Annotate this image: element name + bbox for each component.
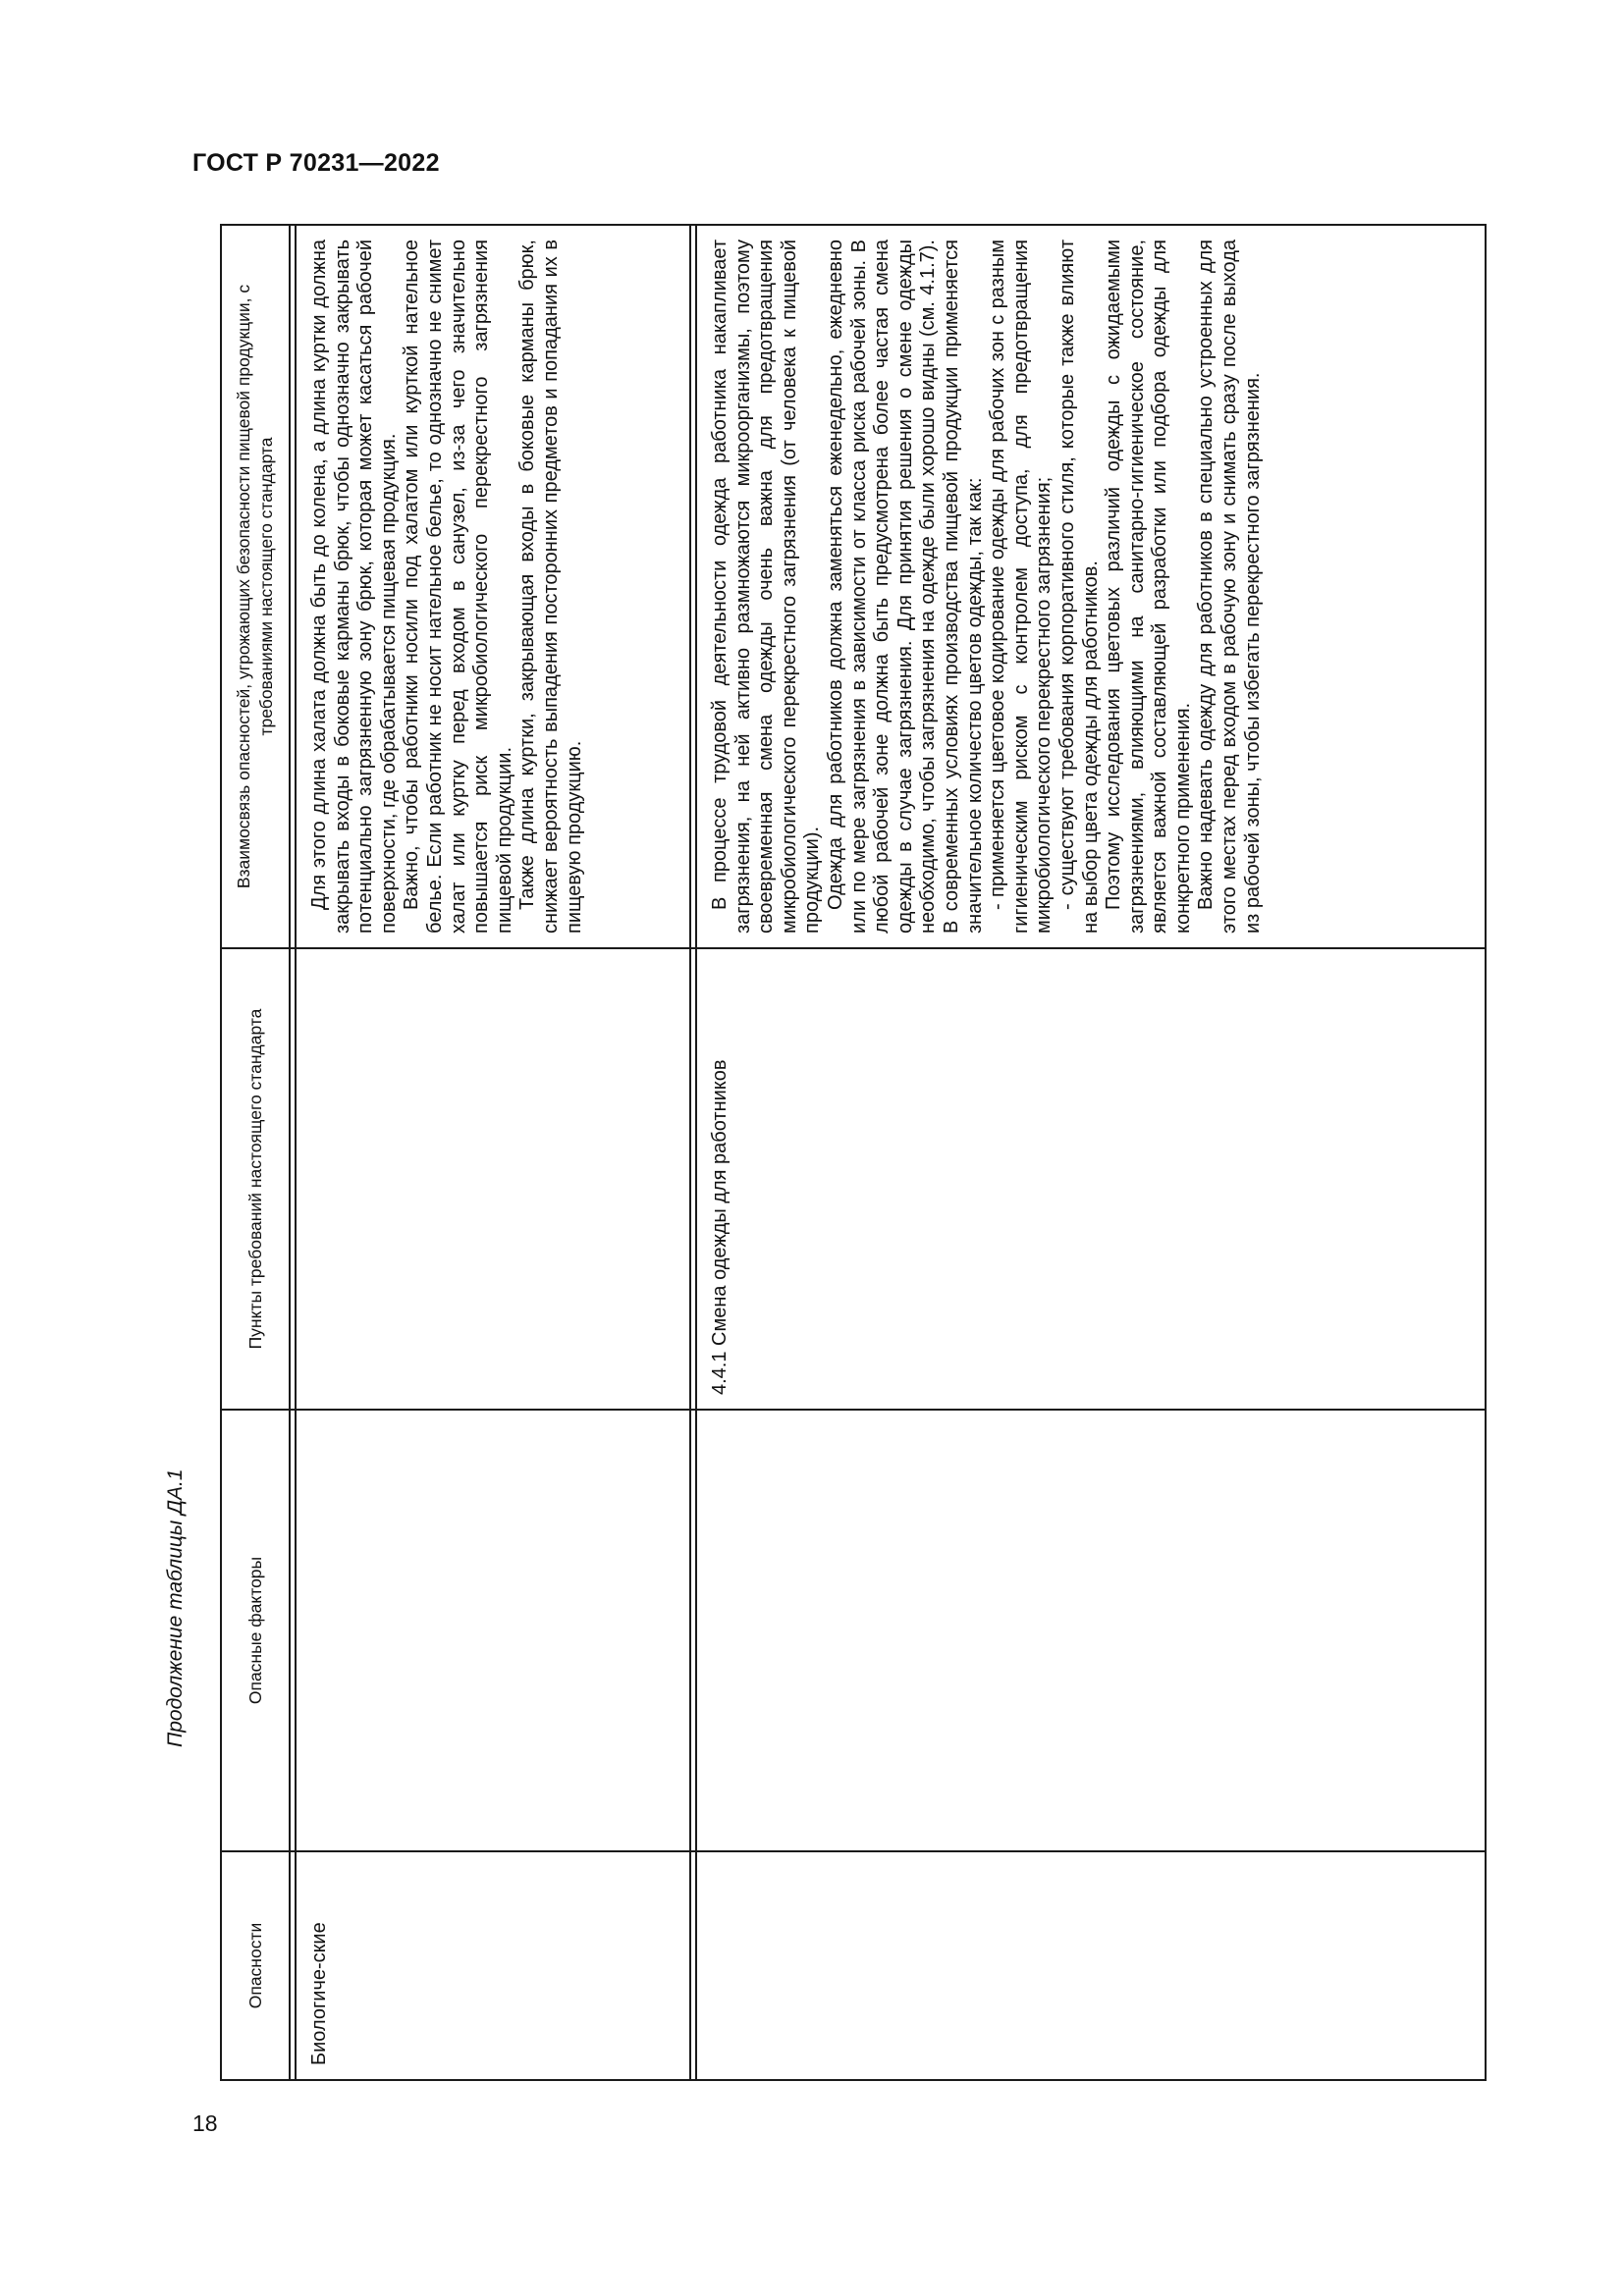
clause-cell: 4.4.1 Смена одежды для работников — [696, 948, 1486, 1410]
table-header-row — [221, 225, 290, 2080]
hazard-cell: Биологиче-ские — [296, 1851, 690, 2080]
factors-cell — [696, 1410, 1486, 1851]
factors-cell — [296, 1410, 690, 1851]
paragraph: Важно, чтобы работники носили под халатом или курткой нательное белье. Если работник не носит нательное белье, то однозначно не снимет халат или куртку перед входом в санузел, из-за чего значительно повышается риск микробиологического перекрестного загрязнения пищевой продукции. — [401, 240, 515, 934]
column-header-hazards: Опасности — [221, 1851, 290, 2080]
paragraph: Одежда для работников должна заменяться еженедельно, ежедневно или по мере загрязнения в зависимости от класса риска рабочей зоны. В любой рабочей зоне должна быть предусмотрена более частая смена одежды в случае загрязнения. Для принятия решения о смене одежды необходимо, чтобы загрязнения на одежде были хорошо видны (см. 4.1.7). В современных условиях производства пищевой продукции применяется значительное количество цветов одежды, так как: — [824, 240, 986, 934]
paragraph: В процессе трудовой деятельности одежда работника накапливает загрязнения, на ней активно размножаются микроорганизмы, поэтому своевременная смена одежды очень важна для предотвращения микробиологического перекрестного загрязнения (от человека к пищевой продукции). — [709, 240, 824, 934]
paragraph: Для этого длина халата должна быть до колена, а длина куртки должна закрывать входы в боковые карманы брюк, чтобы однозначно закрывать потенциально загрязненную зону брюк, которая может касаться рабочей поверхности, где обрабатывается пищевая продукция. — [308, 240, 400, 934]
paragraph: - применяется цветовое кодирование одежды для рабочих зон с разным гигиеническим риском с контролем доступа, для предотвращения микробиологического перекрестного загрязнения; — [987, 240, 1056, 934]
column-header-clauses: Пункты требований настоящего стандарта — [221, 948, 290, 1410]
table-caption: Продолжение таблицы ДА.1 — [164, 1468, 187, 1747]
column-header-factors: Опасные факторы — [221, 1410, 290, 1851]
paragraph: Поэтому исследования цветовых различий одежды с ожидаемыми загрязнениями, влияющими на санитарно-гигиеническое состояние, является важной составляющей разработки или подбора одежды для конкретного применения. — [1103, 240, 1194, 934]
paragraph: Также длина куртки, закрывающая входы в боковые карманы брюк, снижает вероятность выпадения посторонних предметов и попадания их в пищевую продукцию. — [516, 240, 585, 934]
column-header-relation: Взаимосвязь опасностей, угрожающих безопасности пищевой продукции, с требованиями настоящего стандарта — [221, 225, 290, 948]
relation-cell — [696, 225, 1486, 948]
hazard-cell — [696, 1851, 1486, 2080]
hazards-table — [220, 226, 1487, 2081]
table-row — [296, 225, 690, 2080]
paragraph: - существуют требования корпоративного стиля, которые также влияют на выбор цвета одежды для работников. — [1056, 240, 1102, 934]
clause-cell — [296, 948, 690, 1410]
table-row — [696, 225, 1486, 2080]
paragraph: Важно надевать одежду для работников в специально устроенных для этого местах перед входом в рабочую зону и снимать сразу после выхода из рабочей зоны, чтобы избегать перекрестного загрязнения. — [1195, 240, 1264, 934]
document-title: ГОСТ Р 70231—2022 — [192, 149, 440, 177]
page-number: 18 — [192, 2110, 218, 2136]
relation-cell — [296, 225, 690, 948]
